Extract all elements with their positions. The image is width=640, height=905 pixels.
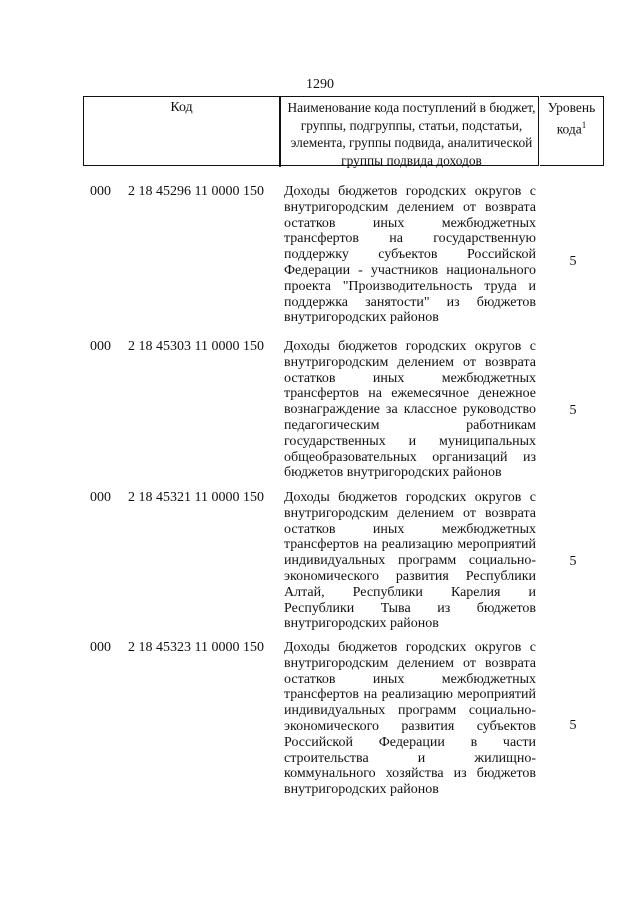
row-level: 5: [569, 718, 577, 733]
table-header: [83, 96, 539, 166]
row-admin-code: 000: [90, 640, 111, 655]
row-description: Доходы бюджетов городских округов с внутригородским делением от возврата остатков иных межбюджетных трансфертов на ежемесячное денежное вознаграждение за классное руководство педагогическим работникам государственных и муниципальных общеобразовательных организаций из бюджетов внутригородских районов: [284, 339, 536, 481]
row-income-code: 2 18 45296 11 0000 150: [128, 184, 264, 199]
row-income-code: 2 18 45323 11 0000 150: [128, 640, 264, 655]
row-description: Доходы бюджетов городских округов с внутригородским делением от возврата остатков иных межбюджетных трансфертов на реализацию мероприятий индивидуальных программ социально-экономического развития Республики Алтай, Республики Карелия и Республики Тыва из бюджетов внутригородских районов: [284, 490, 536, 632]
row-description: Доходы бюджетов городских округов с внутригородским делением от возврата остатков иных межбюджетных трансфертов на государственную поддержку субъектов Российской Федерации - участников национального проекта "Производительность труда и поддержка занятости" из бюджетов внутригородских районов: [284, 184, 536, 326]
row-admin-code: 000: [90, 339, 111, 354]
row-level: 5: [569, 554, 577, 569]
header-level: [540, 96, 604, 166]
header-level-label: Уровень кода: [547, 100, 596, 136]
header-code: Код: [84, 97, 280, 167]
row-admin-code: 000: [90, 184, 111, 199]
header-level-footnote: 1: [581, 119, 587, 130]
row-income-code: 2 18 45303 11 0000 150: [128, 339, 264, 354]
row-level: 5: [569, 403, 577, 418]
row-admin-code: 000: [90, 490, 111, 505]
row-description: Доходы бюджетов городских округов с внутригородским делением от возврата остатков иных межбюджетных трансфертов на реализацию мероприятий индивидуальных программ социально-экономического развития субъектов Российской Федерации в части строительства и жилищно-коммунального хозяйства из бюджетов внутригородских районов: [284, 640, 536, 798]
page-number: 1290: [306, 77, 334, 92]
row-income-code: 2 18 45321 11 0000 150: [128, 490, 264, 505]
row-level: 5: [569, 254, 577, 269]
header-name: Наименование кода поступлений в бюджет, группы, подгруппы, статьи, подстатьи, элемента, группы подвида, аналитической группы подвида доходов: [280, 97, 542, 167]
